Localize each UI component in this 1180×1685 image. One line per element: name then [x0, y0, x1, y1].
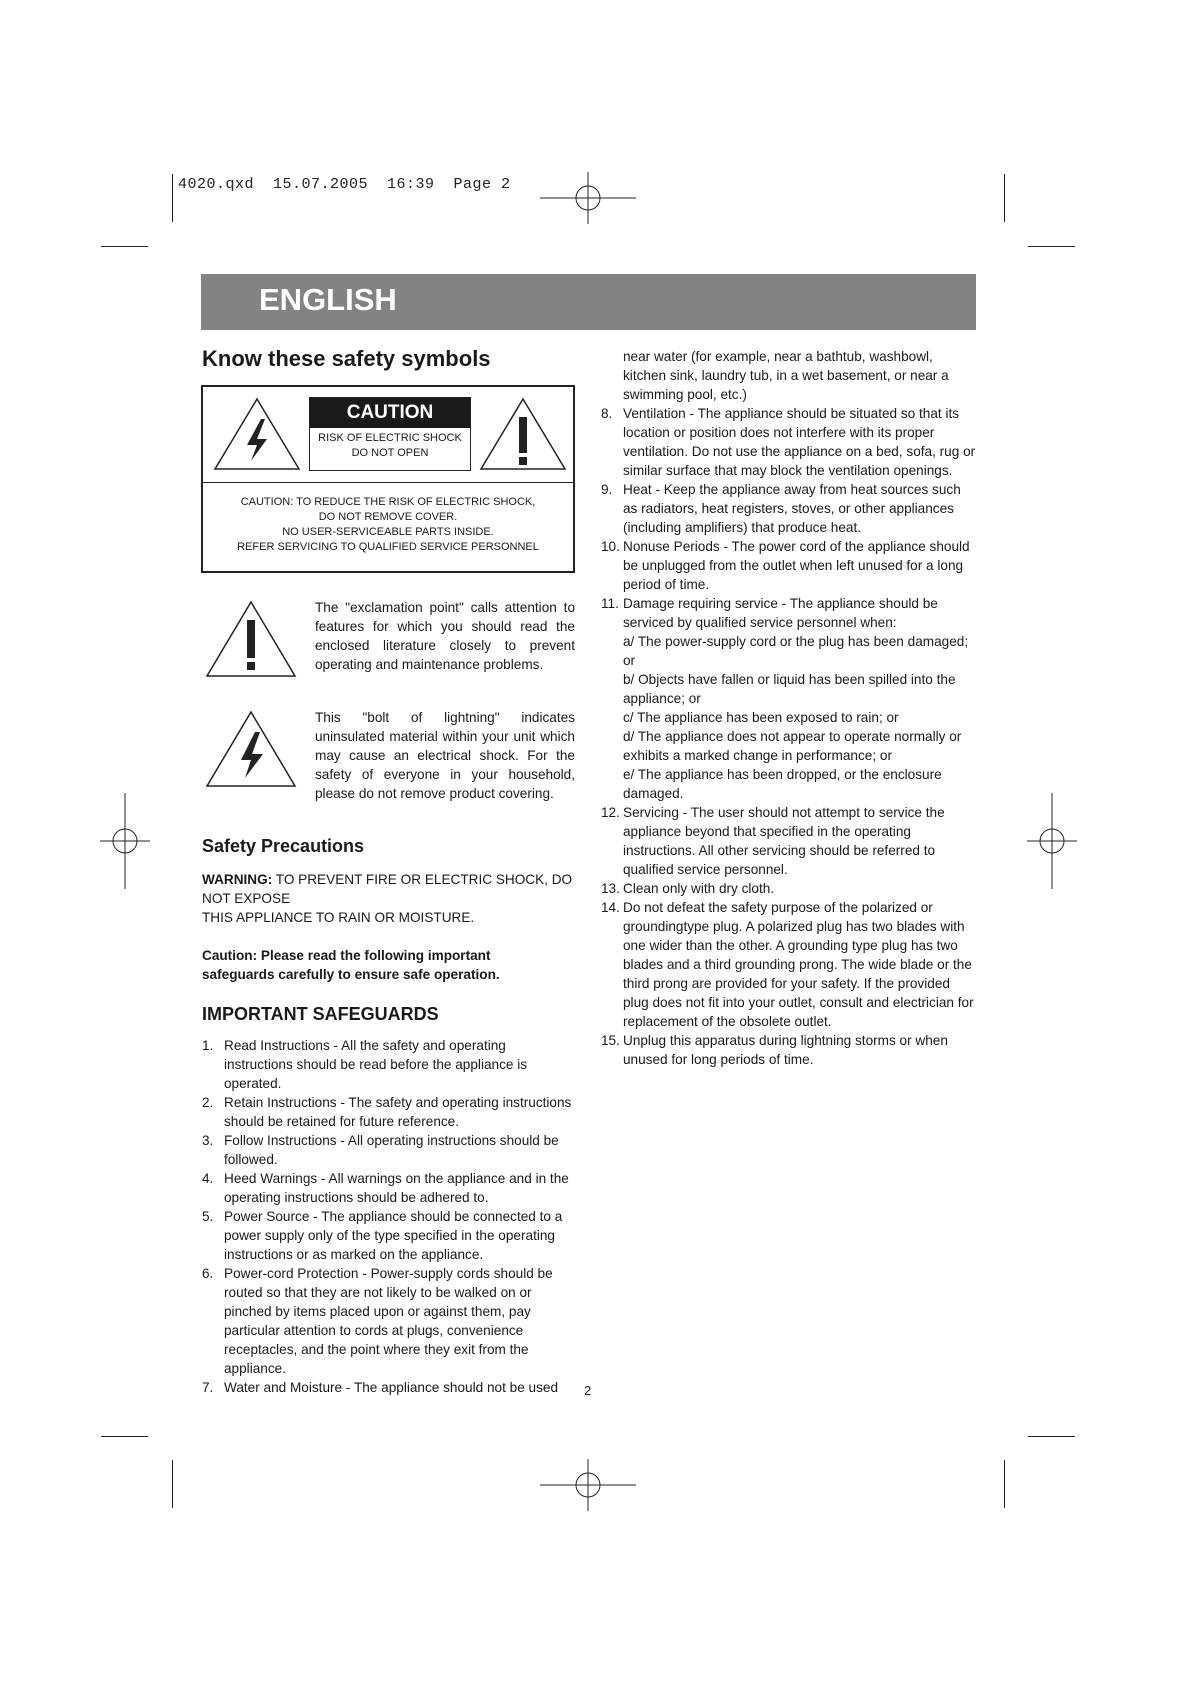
item-text: Water and Moisture - The appliance should not be used	[224, 1380, 559, 1395]
caution-sub-line: DO NOT OPEN	[351, 447, 429, 459]
section-heading-safeguards: IMPORTANT SAFEGUARDS	[202, 1004, 439, 1024]
item-text: Heat - Keep the appliance away from heat sources such as radiators, heat registers, stoves, or other appliances (including amplifiers) that produce heat.	[623, 482, 961, 535]
registration-mark-icon	[540, 172, 636, 224]
caution-sub-line: RISK OF ELECTRIC SHOCK	[318, 432, 462, 444]
lightning-triangle-icon	[211, 395, 303, 473]
item-number: 2.	[202, 1095, 214, 1110]
item-text: Retain Instructions - The safety and operating instructions should be retained for future reference.	[224, 1095, 572, 1129]
safeguard-item	[202, 1264, 577, 1378]
item-text: Power Source - The appliance should be connected to a power supply only of the type specified in the operating instructions or as marked on the appliance.	[224, 1209, 563, 1262]
warning-label: WARNING:	[202, 872, 273, 887]
caution-warning-text	[203, 495, 573, 555]
crop-mark	[1004, 174, 1005, 222]
item-text: Read Instructions - All the safety and operating instructions should be read before the appliance is operated.	[224, 1038, 528, 1091]
item-text: Damage requiring service - The appliance should be serviced by qualified service personnel when:	[623, 596, 938, 630]
exclamation-triangle-icon	[477, 395, 569, 473]
crop-mark	[1004, 1460, 1005, 1508]
item-number: 11.	[601, 596, 619, 611]
safeguard-item	[601, 898, 978, 1031]
warning-text: TO PREVENT FIRE OR ELECTRIC SHOCK, DO NOT EXPOSE	[202, 872, 573, 906]
item-text: Servicing - The user should not attempt to service the appliance beyond that specified in the operating instructions. All other servicing should be referred to qualified service personnel.	[623, 805, 945, 877]
page-number: 2	[584, 1383, 592, 1398]
safeguard-item	[601, 879, 978, 898]
crop-mark	[172, 1460, 173, 1508]
item-number: 3.	[202, 1133, 214, 1148]
safeguard-item	[601, 708, 978, 727]
lightning-triangle-icon	[203, 708, 299, 790]
safeguard-item	[601, 632, 978, 670]
item-number: 10.	[601, 539, 620, 554]
safeguard-item	[601, 404, 978, 480]
safeguard-item	[601, 537, 978, 594]
item-number: 8.	[601, 406, 613, 421]
safeguard-item	[601, 727, 978, 765]
safeguard-item	[202, 1378, 577, 1397]
item-text: e/ The appliance has been dropped, or the enclosure damaged.	[623, 767, 942, 801]
item-number: 7.	[202, 1380, 214, 1395]
file-slug: 4020.qxd 15.07.2005 16:39 Page 2	[178, 176, 511, 193]
exclamation-triangle-icon	[203, 598, 299, 680]
crop-mark	[101, 1436, 148, 1437]
safeguard-7-continuation: near water (for example, near a bathtub, washbowl, kitchen sink, laundry tub, in a wet basement, or near a swimming pool, etc.)	[623, 349, 949, 402]
item-number: 15.	[601, 1033, 620, 1048]
item-number: 13.	[601, 881, 620, 896]
exclamation-explanation: The "exclamation point" calls attention to features for which you should read the enclosed literature closely to prevent operating and maintenance problems.	[315, 600, 575, 672]
item-text: c/ The appliance has been exposed to rain; or	[623, 710, 899, 725]
lightning-explanation: This "bolt of lightning" indicates uninsulated material within your unit which may cause an electrical shock. For the safety of everyone in your household, please do not remove product covering.	[315, 710, 575, 801]
item-number: 6.	[202, 1266, 214, 1281]
caution-subtext	[310, 431, 470, 461]
caution-label	[309, 397, 471, 471]
safeguard-item	[601, 670, 978, 708]
item-number: 9.	[601, 482, 613, 497]
item-text: Follow Instructions - All operating instructions should be followed.	[224, 1133, 559, 1167]
safeguard-item	[202, 1093, 577, 1131]
section-heading-precautions: Safety Precautions	[202, 836, 365, 856]
caution-line: CAUTION: TO REDUCE THE RISK OF ELECTRIC SHOCK,	[240, 496, 536, 508]
item-number: 14.	[601, 900, 620, 915]
registration-mark-icon	[540, 1459, 636, 1511]
item-number: 4.	[202, 1171, 214, 1186]
safeguard-item	[601, 803, 978, 879]
banner-title: ENGLISH	[259, 282, 397, 317]
item-text: Unplug this apparatus during lightning storms or when unused for long periods of time.	[623, 1033, 948, 1067]
caution-line: REFER SERVICING TO QUALIFIED SERVICE PERSONNEL	[237, 541, 539, 553]
section-heading-symbols: Know these safety symbols	[202, 346, 491, 371]
safeguards-list-right	[601, 404, 978, 1069]
item-text: a/ The power-supply cord or the plug has been damaged; or	[623, 634, 969, 668]
safeguard-item	[202, 1131, 577, 1169]
item-number: 5.	[202, 1209, 214, 1224]
safeguards-list-left	[202, 1036, 577, 1397]
caution-note: Caution: Please read the following important safeguards carefully to ensure safe operation.	[202, 948, 500, 982]
item-text: Heed Warnings - All warnings on the appliance and in the operating instructions should be adhered to.	[224, 1171, 569, 1205]
crop-mark	[172, 174, 173, 222]
caution-title: CAUTION	[310, 398, 470, 428]
registration-mark-icon	[100, 793, 150, 889]
item-text: Power-cord Protection - Power-supply cords should be routed so that they are not likely to be walked on or pinched by items placed upon or against them, pay particular attention to cords at plugs, convenience receptacles, and the point where they exit from the appliance.	[224, 1266, 553, 1376]
safeguard-item	[601, 765, 978, 803]
item-text: Ventilation - The appliance should be situated so that its location or position does not interfere with its proper ventilation. Do not use the appliance on a bed, sofa, rug or similar surface that may block the ventilation openings.	[623, 406, 976, 478]
caution-label-box	[201, 385, 575, 573]
item-text: d/ The appliance does not appear to operate normally or exhibits a marked change in performance; or	[623, 729, 962, 763]
crop-mark	[101, 246, 148, 247]
warning-paragraph	[202, 870, 577, 927]
caution-line: DO NOT REMOVE COVER.	[318, 511, 458, 523]
safeguard-item	[601, 480, 978, 537]
registration-mark-icon	[1027, 793, 1077, 889]
safeguard-item	[601, 594, 978, 632]
item-text: Clean only with dry cloth.	[623, 881, 775, 896]
item-text: Do not defeat the safety purpose of the polarized or groundingtype plug. A polarized plug has two blades with one wider than the other. A grounding type plug has two blades and a third grounding prong. The wide blade or the third prong are provided for your safety. If the provided plug does not fit into your outlet, consult and electrician for replacement of the obsolete outlet.	[623, 900, 974, 1029]
item-text: b/ Objects have fallen or liquid has been spilled into the appliance; or	[623, 672, 956, 706]
caution-top-panel	[203, 387, 573, 483]
safeguard-item	[202, 1169, 577, 1207]
item-number: 12.	[601, 805, 620, 820]
crop-mark	[1028, 246, 1075, 247]
item-text: Nonuse Periods - The power cord of the appliance should be unplugged from the outlet when left unused for a long period of time.	[623, 539, 970, 592]
caution-line: NO USER-SERVICEABLE PARTS INSIDE.	[282, 526, 494, 538]
item-number: 1.	[202, 1038, 214, 1053]
warning-text-2: THIS APPLIANCE TO RAIN OR MOISTURE.	[202, 910, 475, 925]
safeguard-item	[601, 1031, 978, 1069]
language-banner	[201, 274, 976, 330]
safeguard-item	[202, 1207, 577, 1264]
safeguard-item	[202, 1036, 577, 1093]
crop-mark	[1028, 1436, 1075, 1437]
